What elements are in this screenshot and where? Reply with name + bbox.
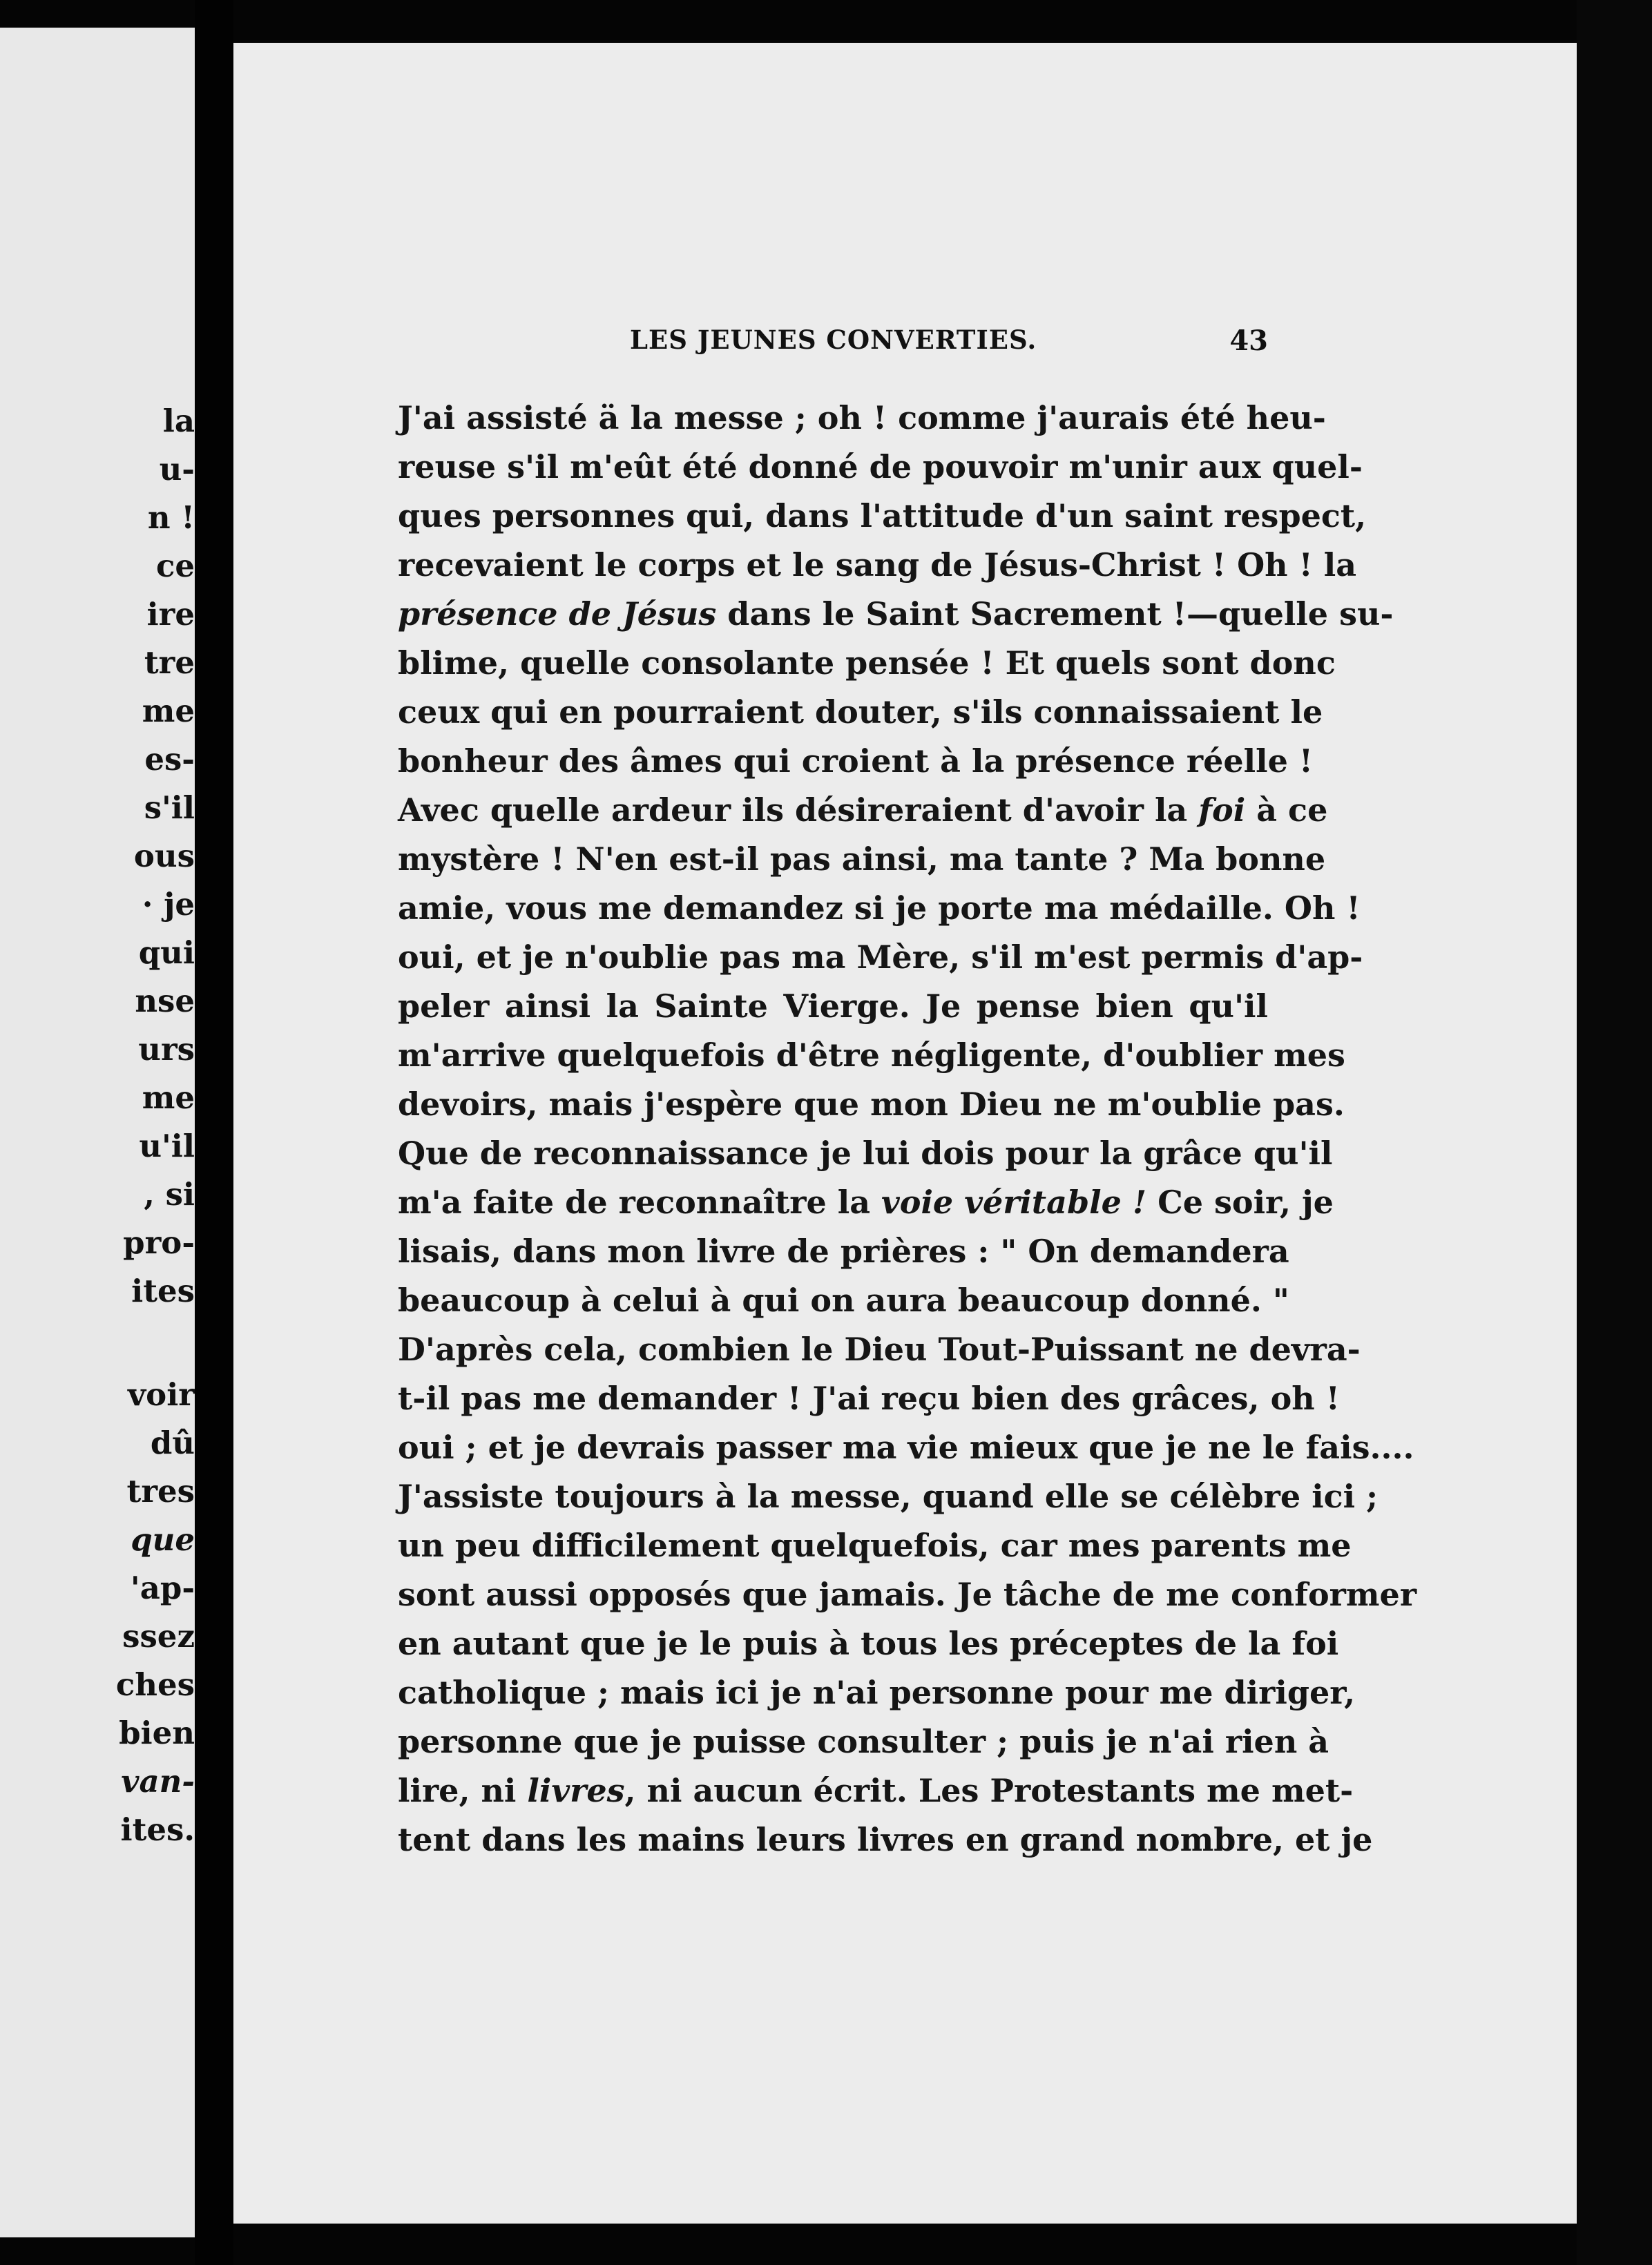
facing-page-fragment: urs (138, 1031, 195, 1068)
body-text (398, 394, 1417, 1864)
scan-border (1577, 0, 1652, 2265)
text-line: personne que je puisse consulter ; puis je n'ai rien à (398, 1723, 1329, 1760)
facing-page-fragment: qui (138, 934, 195, 971)
facing-page-fragment: me (142, 693, 195, 729)
italic-phrase: livres (527, 1772, 625, 1809)
facing-page-fragment: es- (144, 741, 195, 778)
facing-page-fragment: la (162, 403, 195, 439)
text-line: m'a faite de reconnaître la voie véritable ! Ce soir, je (398, 1184, 1334, 1221)
text-line: recevaient le corps et le sang de Jésus-Christ ! Oh ! la (398, 546, 1357, 584)
facing-page-fragment: s'il (144, 789, 195, 826)
text-line: ceux qui en pourraient douter, s'ils connaissaient le (398, 693, 1323, 731)
facing-page-fragment: , si (144, 1176, 195, 1213)
facing-page-fragment: ire (146, 596, 195, 633)
facing-page-fragment: me (142, 1079, 195, 1116)
facing-page-fragment: · je (142, 886, 195, 923)
facing-page-edge (0, 28, 195, 2237)
text-line: ques personnes qui, dans l'attitude d'un saint respect, (398, 497, 1367, 534)
facing-page-fragment: n ! (147, 499, 195, 536)
facing-page-fragment: bien (119, 1715, 195, 1751)
text-line: Que de reconnaissance je lui dois pour la grâce qu'il (398, 1135, 1333, 1172)
text-line: peler ainsi la Sainte Vierge. Je pense bien qu'il (398, 987, 1268, 1025)
italic-phrase: présence de Jésus (398, 595, 717, 633)
facing-page-fragment: ites. (120, 1811, 195, 1848)
facing-page-fragment: ites (131, 1273, 195, 1309)
text-line: J'ai assisté ä la messe ; oh ! comme j'aurais été heu- (398, 399, 1326, 436)
page-number: 43 (1229, 325, 1268, 357)
text-line: bonheur des âmes qui croient à la présence réelle ! (398, 742, 1314, 780)
text-line: m'arrive quelquefois d'être négligente, d'oublier mes (398, 1037, 1345, 1074)
text-line: t-il pas me demander ! J'ai reçu bien des grâces, oh ! (398, 1380, 1340, 1417)
facing-page-fragment: nse (135, 983, 195, 1019)
text-line: un peu difficilement quelquefois, car mes parents me (398, 1527, 1352, 1564)
text-line: tent dans les mains leurs livres en grand nombre, et je (398, 1821, 1373, 1858)
facing-page-fragment: ce (155, 548, 195, 584)
facing-page-fragment: pro- (123, 1224, 195, 1261)
text-line: lire, ni livres, ni aucun écrit. Les Protestants me met- (398, 1772, 1354, 1809)
text-line: Avec quelle ardeur ils désireraient d'avoir la foi à ce (398, 791, 1328, 829)
facing-page-fragment: dû (150, 1425, 195, 1461)
text-line: sont aussi opposés que jamais. Je tâche de me conformer (398, 1576, 1417, 1613)
book-gutter (195, 0, 233, 2265)
text-line: oui ; et je devrais passer ma vie mieux que je ne le fais.... (398, 1429, 1414, 1466)
italic-phrase: voie véritable ! (881, 1184, 1147, 1221)
text-line: mystère ! N'en est-il pas ainsi, ma tante ? Ma bonne (398, 840, 1326, 878)
facing-page-fragment: ous (133, 838, 195, 874)
facing-page-fragment: u'il (139, 1128, 195, 1164)
facing-page-fragment: van- (121, 1763, 195, 1800)
text-line: J'assiste toujours à la messe, quand elle se célèbre ici ; (398, 1478, 1379, 1515)
facing-page-fragment: u- (159, 451, 195, 488)
text-line: oui, et je n'oublie pas ma Mère, s'il m'est permis d'ap- (398, 938, 1363, 976)
facing-page-fragment: tre (144, 644, 195, 681)
text-line: devoirs, mais j'espère que mon Dieu ne m'oublie pas. (398, 1086, 1345, 1123)
running-title: LES JEUNES CONVERTIES. (630, 325, 1037, 355)
text-line: beaucoup à celui à qui on aura beaucoup donné. " (398, 1282, 1289, 1319)
text-line: blime, quelle consolante pensée ! Et quels sont donc (398, 644, 1336, 682)
text-line: lisais, dans mon livre de prières : " On demandera (398, 1233, 1289, 1270)
facing-page-fragment: ches (115, 1666, 195, 1703)
text-line: reuse s'il m'eût été donné de pouvoir m'unir aux quel- (398, 448, 1363, 485)
facing-page-fragment: voir (128, 1376, 195, 1413)
text-line: amie, vous me demandez si je porte ma médaille. Oh ! (398, 889, 1361, 927)
facing-page-fragment: que (131, 1521, 195, 1558)
italic-phrase: foi (1198, 791, 1246, 829)
text-line: en autant que je le puis à tous les préceptes de la foi (398, 1625, 1339, 1662)
text-line: présence de Jésus dans le Saint Sacrement !—quelle su- (398, 595, 1394, 633)
facing-page-fragment: 'ap- (130, 1570, 195, 1606)
page-header (398, 325, 1268, 366)
text-line: D'après cela, combien le Dieu Tout-Puissant ne devra- (398, 1331, 1361, 1368)
facing-page-fragment: ssez (122, 1618, 195, 1655)
text-line: catholique ; mais ici je n'ai personne pour me diriger, (398, 1674, 1356, 1711)
facing-page-fragment: tres (126, 1473, 195, 1510)
